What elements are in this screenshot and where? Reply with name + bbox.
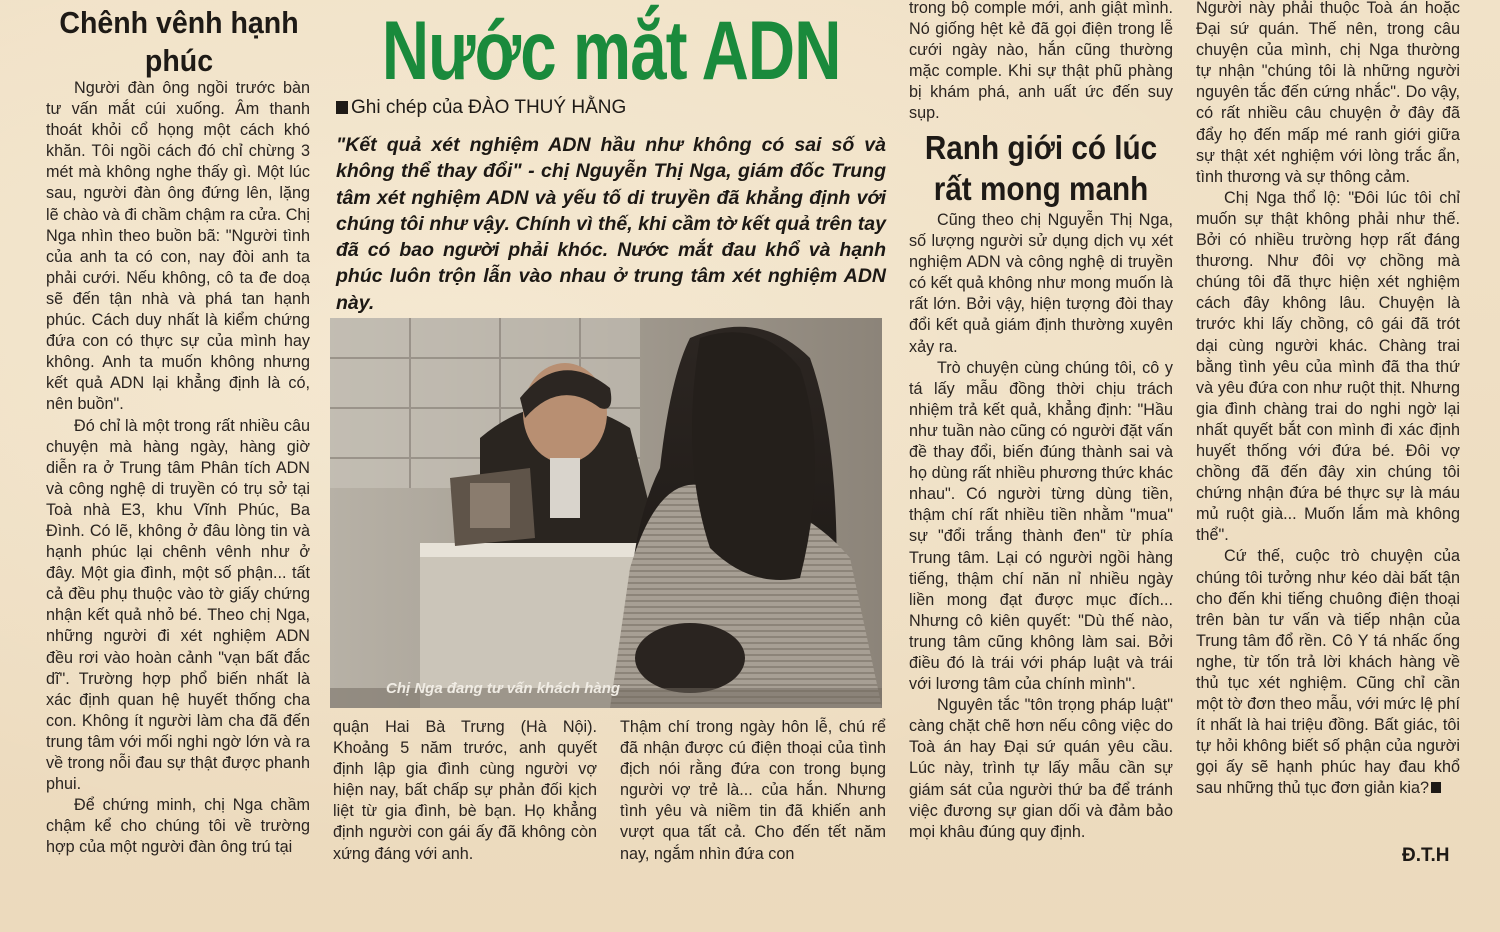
body-paragraph	[1196, 546, 1460, 799]
photo-caption: Chị Nga đang tư vấn khách hàng	[386, 680, 621, 697]
bullet-square-icon	[336, 101, 348, 114]
column-4-top	[909, 0, 1173, 125]
body-paragraph: quận Hai Bà Trưng (Hà Nội). Khoảng 5 năm trước, anh quyết định lập gia đình cùng người vợ hiện nay, bất chấp sự phản đối kịch liệt từ gia đình, bè bạn. Họ khẳng định người con gái ấy đã không còn xứng đáng với anh.	[333, 718, 597, 863]
end-mark-icon	[1431, 782, 1441, 793]
body-paragraph: Người đàn ông ngồi trước bàn tư vấn mắt cúi xuống. Âm thanh thoát khỏi cổ họng một cách khó khăn. Tôi ngồi cách đó chỉ chừng 3 mét mà không nghe thấy gì. Một lúc sau, người đàn ông đứng lên, lặng lẽ chào và đi chầm chậm ra cửa. Chị Nga nhìn theo buồn bã: "Người tình của anh ta có con, nay đòi anh ta phải cưới. Nếu không, cô ta đe doạ sẽ đến tận nhà và phá tan hạnh phúc. Cách duy nhất là kiểm chứng đứa con có thực sự của mình hay không. Anh ta muốn không nhưng kết quả ADN lại khẳng định là có, nên buồn".	[46, 79, 310, 414]
body-paragraph: Chị Nga thổ lộ: "Đôi lúc tôi chỉ muốn sự thật không phải như thế. Bởi có nhiều trường hợp rất đáng thương. Như đôi vợ chồng mà chúng tôi đã thực hiện xét nghiệm cách đây không lâu. Chuyện là trước khi lấy chồng, cô gái đã trót dại cùng người khác. Chàng trai bằng tình yêu của mình đã tha thứ và yêu đứa con như ruột thịt. Nhưng gia đình chàng trai do nghi ngờ lại nhất quyết bắt con mình đi xác định huyết thống với đứa bé. Đôi vợ chồng đã đến đây xin chúng tôi chứng nhận đứa bé thực sự là máu mủ ruột già... Muốn lắm mà không thể".	[1196, 188, 1460, 545]
byline	[336, 96, 626, 120]
subheading: Ranh giới có lúc rất mong manh	[924, 129, 1158, 207]
lead-paragraph: "Kết quả xét nghiệm ADN hầu như không có sai số và không thể thay đổi" - chị Nguyễn Thị Nga, giám đốc Trung tâm xét nghiệm ADN và yếu tố di truyền đã khẳng định với chúng tôi như vậy. Chính vì thế, khi cầm tờ kết quả trên tay đã có bao người phải khóc. Nước mắt đau khổ và hạnh phúc luôn trộn lẫn vào nhau ở trung tâm xét nghiệm ADN này.	[336, 134, 886, 314]
body-paragraph: Để chứng minh, chị Nga chầm chậm kể cho chúng tôi về trường hợp của một người đàn ông trú tại	[46, 796, 310, 857]
body-paragraph: Trò chuyện cùng chúng tôi, cô y tá lấy mẫu đồng thời chịu trách nhiệm trả kết quả, khẳng định: "Hầu như tuần nào cũng có người đặt vấn đề thay đổi, biến đúng thành sai và họ dùng rất nhiều phương thức khác nhau". Có người từng dùng tiền, thậm chí rất nhiều tiền nhằm "mua" sự "đổi trắng thành đen" từ phía Trung tâm. Lại có người ngồi hàng tiếng, thậm chí năn nỉ nhiều ngày liền mong đạt được mục đích... Nhưng cô kiên quyết: "Dù thế nào, trung tâm cũng không làm sai. Bởi điều đó là trái với pháp luật và trái với lương tâm của chính mình".	[909, 358, 1173, 694]
column-2	[333, 717, 597, 865]
column-3	[620, 717, 886, 865]
author-signature: Đ.T.H	[1402, 845, 1450, 866]
photo-illustration	[330, 318, 882, 708]
body-paragraph: Cũng theo chị Nguyễn Thị Nga, số lượng người sử dụng dịch vụ xét nghiệm ADN và công nghệ di truyền có kết quả không như mong muốn là rất lớn. Bởi vậy, hiện tượng đòi thay đổi kết quả giám định thường xuyên xảy ra.	[909, 211, 1173, 356]
body-paragraph: Thậm chí trong ngày hôn lễ, chú rể đã nhận được cú điện thoại của tình địch nói rằng đứa con trong bụng người vợ trẻ là... của hắn. Nhưng tình yêu và niềm tin đã khiến anh vượt qua tất cả. Cho đến tết năm nay, ngắm nhìn đứa con	[620, 718, 886, 863]
column-5	[1196, 0, 1460, 800]
closing-paragraph-text: Cứ thế, cuộc trò chuyện của chúng tôi tưởng như kéo dài bất tận cho đến khi tiếng chuông điện thoại trên bàn tư vấn và tiếp nhận của Trung tâm đổ rền. Cô Y tá nhấc ống nghe, từ tốn trả lời khách hàng về thủ tục xét nghiệm. Cũng chỉ cần một tờ đơn theo mẫu, với mức lệ phí ít nhất là hai triệu đồng. Bất giác, tôi tự hỏi không biết số phận của người gọi ấy sẽ hạnh phúc hay đau khổ sau những thủ tục đơn giản kia?	[1196, 547, 1461, 798]
article-photo	[330, 318, 882, 708]
body-paragraph: Đó chỉ là một trong rất nhiều câu chuyện mà hàng ngày, hàng giờ diễn ra ở Trung tâm Phân tích ADN và công nghệ di truyền có trụ sở tại Toà nhà E3, khu Vĩnh Phúc, Ba Đình. Có lẽ, không ở đâu lòng tin và hạnh phúc lại chênh vênh như ở đây. Một gia đình, một số phận... tất cả đều phụ thuộc vào tờ giấy chứng nhận kết quả nhỏ bé. Theo chị Nga, những người đi xét nghiệm ADN đều rơi vào hoàn cảnh "vạn bất đắc dĩ". Trường hợp phổ biến nhất là xác định quan hệ huyết thống cha con. Không ít người làm cha đã đến trung tâm với mối nghi ngờ lớn và ra về trong nỗi đau sự thật được phanh phui.	[46, 416, 310, 794]
body-paragraph: trong bộ comple mới, anh giật mình. Nó giống hệt kẻ đã gọi điện trong lễ cưới ngày nào, hắn cũng thường mặc comple. Khi sự thật phũ phàng bị khám phá, anh uất ức đến suy sụp.	[909, 0, 1173, 123]
column-1	[46, 78, 310, 858]
main-headline: Nước mắt ADN	[381, 4, 841, 98]
kicker-headline: Chênh vênh hạnh phúc	[59, 5, 299, 78]
body-paragraph: Người này phải thuộc Toà án hoặc Đại sứ quán. Thế nên, trong câu chuyện của mình, chị Nga thường tự nhận "chúng tôi là những người nguyên tắc đến cứng nhắc". Do vậy, có rất nhiều câu chuyện ở đây đã đẩy họ đến mấp mé ranh giới giữa sự thật xét nghiệm với lòng trắc ẩn, tình thương và sự thông cảm.	[1196, 0, 1460, 186]
column-4	[909, 210, 1173, 843]
body-paragraph: Nguyên tắc "tôn trọng pháp luật" càng chặt chẽ hơn nếu công việc do Toà án hay Đại sứ quán yêu cầu. Lúc này, trình tự lấy mẫu cần sự giám sát của người thứ ba để tránh việc đương sự gian dối và đảm bảo mọi khâu đúng quy định.	[909, 696, 1173, 841]
byline-text: Ghi chép của ĐÀO THUÝ HẰNG	[351, 97, 627, 118]
